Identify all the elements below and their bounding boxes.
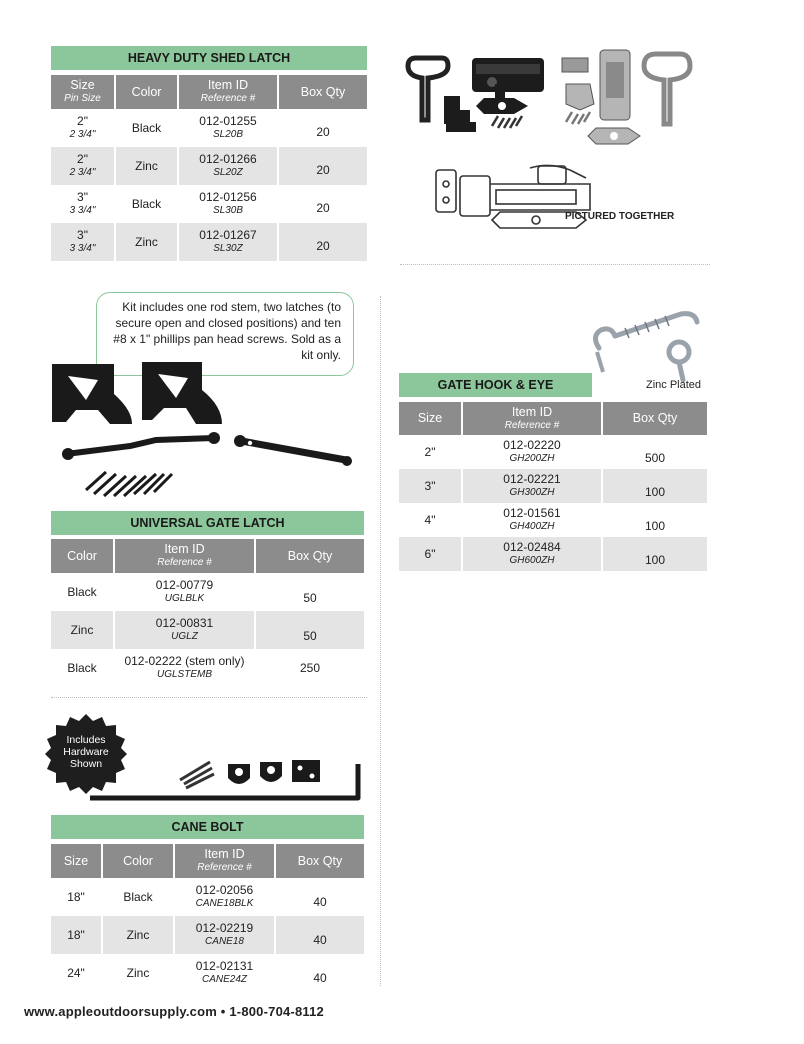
column-divider <box>380 296 381 986</box>
universal-gate-latch-photo <box>46 354 362 504</box>
includes-hardware-badge-text: Includes Hardware Shown <box>63 734 109 770</box>
table-row: 6" 012-02484 GH600ZH 100 <box>399 537 707 571</box>
col-color: Color <box>115 75 178 109</box>
table-row: 3" 3 3/4" Zinc 012-01267 SL30Z 20 <box>51 223 367 261</box>
col-box-qty: Box Qty <box>255 539 364 573</box>
col-size: Size Pin Size <box>51 75 115 109</box>
table-row: 18" Zinc 012-02219 CANE18 40 <box>51 916 364 954</box>
kit-note-callout: Kit includes one rod stem, two latches (to secure open and closed positions) and ten #8 x 1" phillips pan head screws. Sold as a kit only. <box>96 292 354 376</box>
table-row: 3" 3 3/4" Black 012-01256 SL30B 20 <box>51 185 367 223</box>
gate-latch-title: UNIVERSAL GATE LATCH <box>51 511 364 535</box>
col-color: Color <box>51 539 114 573</box>
gate-hook-table <box>399 402 707 571</box>
col-item-id: Item ID Reference # <box>174 844 275 878</box>
table-row: 24" Zinc 012-02131 CANE24Z 40 <box>51 954 364 992</box>
table-row: 3" 012-02221 GH300ZH 100 <box>399 469 707 503</box>
zinc-plated-label: Zinc Plated <box>646 379 702 391</box>
col-box-qty: Box Qty <box>602 402 707 435</box>
col-item-id: Item ID Reference # <box>114 539 255 573</box>
table-row: 2" 2 3/4" Black 012-01255 SL20B 20 <box>51 109 367 147</box>
col-box-qty: Box Qty <box>275 844 364 878</box>
cane-bolt-photo <box>88 756 368 804</box>
col-item-id: Item ID Reference # <box>178 75 278 109</box>
table-row: Zinc 012-00831 UGLZ 50 <box>51 611 364 649</box>
table-row: 2" 012-02220 GH200ZH 500 <box>399 435 707 469</box>
col-item-id: Item ID Reference # <box>462 402 602 435</box>
shed-latch-table <box>51 75 367 261</box>
gate-latch-table <box>51 539 364 687</box>
table-row: Black 012-02222 (stem only) UGLSTEMB 250 <box>51 649 364 687</box>
table-row: 4" 012-01561 GH400ZH 100 <box>399 503 707 537</box>
shed-latch-product-photo <box>400 44 700 234</box>
cane-bolt-title: CANE BOLT <box>51 815 364 839</box>
shed-latch-title: HEAVY DUTY SHED LATCH <box>51 46 367 70</box>
hook-and-eye-photo <box>585 292 707 384</box>
col-size: Size <box>399 402 462 435</box>
table-row: 18" Black 012-02056 CANE18BLK 40 <box>51 878 364 916</box>
table-row: 2" 2 3/4" Zinc 012-01266 SL20Z 20 <box>51 147 367 185</box>
divider <box>51 697 367 698</box>
table-row: Black 012-00779 UGLBLK 50 <box>51 573 364 611</box>
cane-bolt-table <box>51 844 364 992</box>
divider <box>400 264 710 265</box>
col-color: Color <box>102 844 174 878</box>
gate-hook-title: GATE HOOK & EYE <box>399 373 592 397</box>
footer-contact: www.appleoutdoorsupply.com • 1-800-704-8112 <box>24 1004 324 1019</box>
col-box-qty: Box Qty <box>278 75 367 109</box>
col-size: Size <box>51 844 102 878</box>
pictured-together-label: PICTURED TOGETHER <box>565 211 675 222</box>
